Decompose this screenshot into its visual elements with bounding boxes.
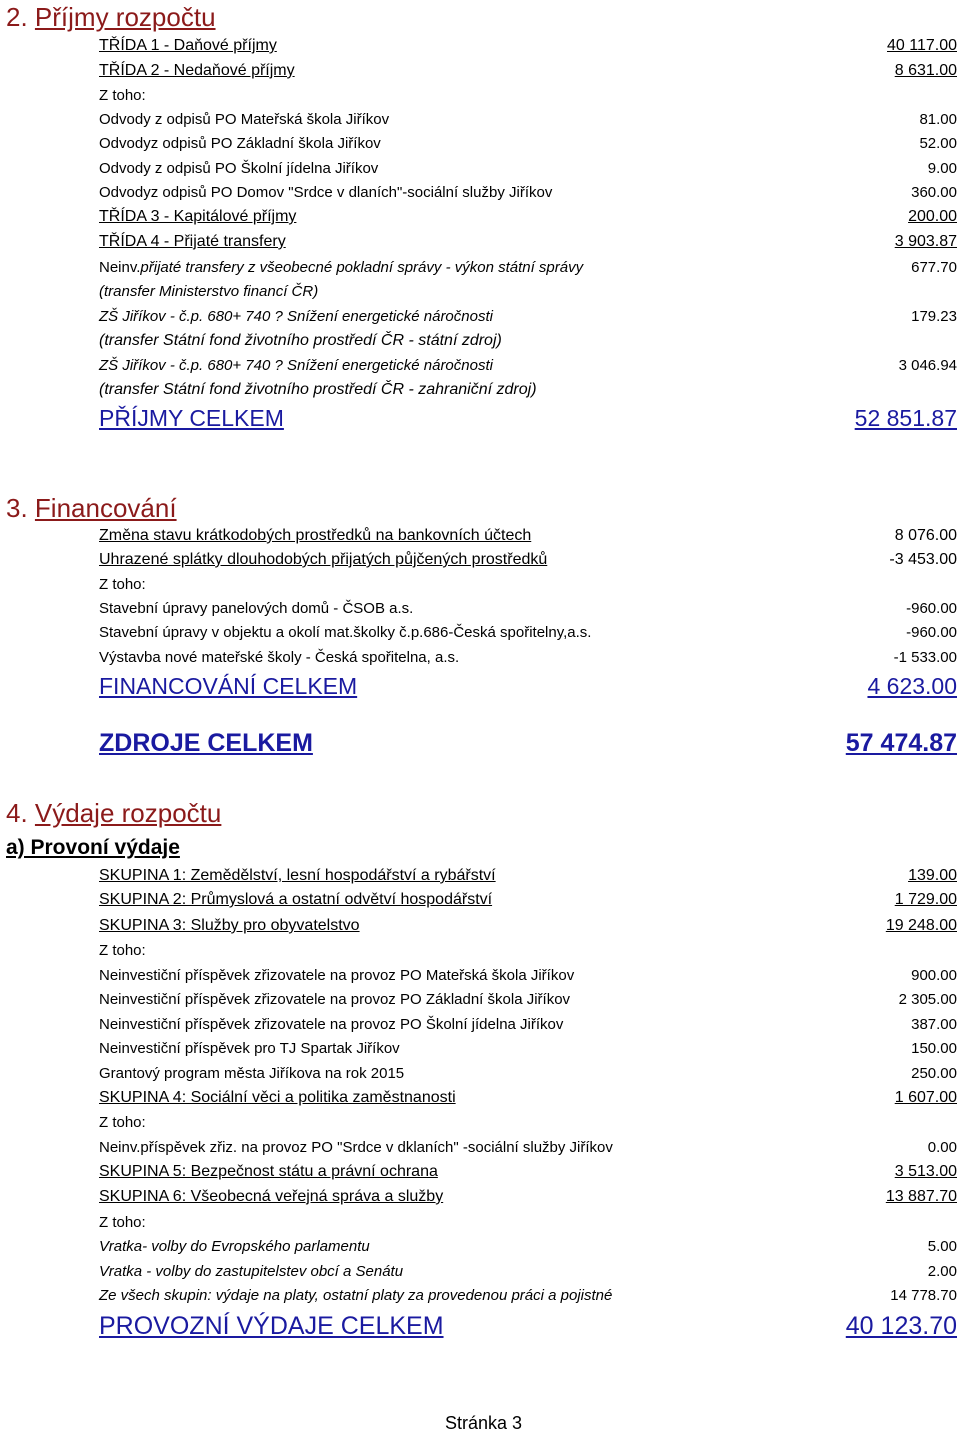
skupina5-row	[99, 1163, 957, 1185]
neinv-value: 677.70	[911, 259, 957, 276]
fin-value: -1 533.00	[893, 649, 957, 666]
prispevek-label: Neinvestiční příspěvek zřizovatele na provoz PO Školní jídelna Jiříkov	[99, 1016, 564, 1033]
ztoho-label: Z toho:	[99, 942, 146, 959]
trida3-value: 200.00	[908, 208, 957, 225]
fin-value: -960.00	[906, 600, 957, 617]
transfer-label: (transfer Státní fond životního prostředí ČR - státní zdroj)	[99, 332, 502, 349]
zs-value: 3 046.94	[898, 357, 957, 374]
transfer-row-1	[99, 283, 957, 305]
zs-row-2	[99, 357, 957, 379]
prispevek-row-4	[99, 1040, 957, 1062]
fin-row-5	[99, 649, 957, 671]
ztoho-label: Z toho:	[99, 87, 146, 104]
skupina1-row	[99, 867, 957, 889]
vratka-row-2	[99, 1263, 957, 1285]
skupina-value: 3 513.00	[894, 1163, 957, 1180]
odvod-value: 52.00	[919, 135, 957, 152]
zs-label: ZŠ Jiříkov - č.p. 680+ 740 ? Snížení energetické náročnosti	[99, 357, 493, 374]
platy-label: Ze všech skupin: výdaje na platy, ostatní platy za provedenou práci a pojistné	[99, 1287, 613, 1304]
provozni-total-row	[99, 1312, 957, 1342]
fin-label: Výstavba nové mateřské školy - Česká spořitelna, a.s.	[99, 649, 460, 666]
zdroje-total-value: 57 474.87	[845, 729, 957, 757]
transfer-label: (transfer Ministerstvo financí ČR)	[99, 283, 319, 300]
skupina-label: SKUPINA 5: Bezpečnost státu a právní ochrana	[99, 1163, 438, 1180]
prispevek-label: Neinv.příspěvek zřiz. na provoz PO "Srdce v dklaních" -sociální služby Jiříkov	[99, 1139, 613, 1156]
zdroje-total-label: ZDROJE CELKEM	[99, 729, 313, 757]
prispevek-label: Grantový program města Jiříkova na rok 2015	[99, 1065, 405, 1082]
financovani-total-row	[99, 673, 957, 703]
odvod-row-3	[99, 160, 957, 182]
vratka-label: Vratka- volby do Evropského parlamentu	[99, 1238, 370, 1255]
fin-value: -3 453.00	[889, 551, 957, 568]
fin-row-4	[99, 624, 957, 646]
platy-row	[99, 1287, 957, 1309]
prispevek-value: 250.00	[911, 1065, 957, 1082]
prispevek-row-6	[99, 1139, 957, 1161]
fin-value: -960.00	[906, 624, 957, 641]
fin-row-1	[99, 527, 957, 549]
zs-row-1	[99, 308, 957, 330]
financovani-total-label: FINANCOVÁNÍ CELKEM	[99, 673, 358, 699]
skupina-value: 19 248.00	[885, 917, 957, 934]
skupina-value: 13 887.70	[885, 1188, 957, 1205]
odvod-value: 360.00	[911, 184, 957, 201]
trida2-row	[99, 62, 957, 84]
odvod-label: Odvodyz odpisů PO Základní škola Jiříkov	[99, 135, 381, 152]
prispevek-row-1	[99, 967, 957, 989]
transfer-label: (transfer Státní fond životního prostředí ČR - zahraniční zdroj)	[99, 381, 537, 398]
trida4-label: TŘÍDA 4 - Přijaté transfery	[99, 233, 286, 250]
neinv-label: přijaté transfery z všeobecné pokladní správy - výkon státní správy	[140, 259, 584, 276]
transfer-row-2	[99, 332, 957, 354]
prijmy-total-label: PŘÍJMY CELKEM	[99, 405, 284, 431]
skupina-label: SKUPINA 2: Průmyslová a ostatní odvětví hospodářství	[99, 891, 493, 908]
section-3-title	[6, 493, 177, 524]
platy-value: 14 778.70	[890, 1287, 957, 1304]
vydaje-ztoho-row-2	[99, 1114, 957, 1136]
fin-label: Stavební úpravy v objektu a okolí mat.školky č.p.686-Česká spořitelny,a.s.	[99, 624, 592, 641]
skupina-value: 1 607.00	[894, 1089, 957, 1106]
trida1-value: 40 117.00	[887, 37, 957, 54]
section-2-title	[6, 2, 216, 33]
provozni-total-label: PROVOZNÍ VÝDAJE CELKEM	[99, 1312, 444, 1340]
prispevek-row-2	[99, 991, 957, 1013]
trida1-label: TŘÍDA 1 - Daňové příjmy	[99, 37, 277, 54]
ztoho-label: Z toho:	[99, 1114, 146, 1131]
skupina4-row	[99, 1089, 957, 1111]
section-4-title	[6, 798, 221, 829]
prispevek-label: Neinvestiční příspěvek zřizovatele na provoz PO Základní škola Jiříkov	[99, 991, 571, 1008]
ztoho-label: Z toho:	[99, 576, 146, 593]
prispevek-label: Neinvestiční příspěvek pro TJ Spartak Jiříkov	[99, 1040, 400, 1057]
vydaje-ztoho-row-3	[99, 1214, 957, 1236]
skupina-label: SKUPINA 1: Zemědělství, lesní hospodářství a rybářství	[99, 867, 496, 884]
fin-ztoho-row	[99, 576, 957, 598]
skupina-label: SKUPINA 6: Všeobecná veřejná správa a služby	[99, 1188, 444, 1205]
prispevek-value: 900.00	[911, 967, 957, 984]
fin-row-2	[99, 551, 957, 573]
prijmy-total-row	[99, 405, 957, 435]
odvod-value: 9.00	[927, 160, 957, 177]
fin-value: 8 076.00	[894, 527, 957, 544]
fin-label: Změna stavu krátkodobých prostředků na bankovních účtech	[99, 527, 532, 544]
vratka-label: Vratka - volby do zastupitelstev obcí a Senátu	[99, 1263, 404, 1280]
skupina-label: SKUPINA 4: Sociální věci a politika zaměstnanosti	[99, 1089, 456, 1106]
trida4-row	[99, 233, 957, 255]
zs-label: ZŠ Jiříkov - č.p. 680+ 740 ? Snížení energetické náročnosti	[99, 308, 493, 325]
vydaje-ztoho-row-1	[99, 942, 957, 964]
vratka-value: 5.00	[927, 1238, 957, 1255]
vratka-row-1	[99, 1238, 957, 1260]
prispevek-label: Neinvestiční příspěvek zřizovatele na provoz PO Mateřská škola Jiříkov	[99, 967, 575, 984]
trida2-label: TŘÍDA 2 - Nedaňové příjmy	[99, 62, 295, 79]
vratka-value: 2.00	[927, 1263, 957, 1280]
trida3-row	[99, 208, 957, 230]
skupina-value: 1 729.00	[894, 891, 957, 908]
section-4-number: 4.	[6, 798, 28, 828]
ztoho-row	[99, 87, 957, 109]
transfer-row-3	[99, 381, 957, 403]
skupina2-row	[99, 891, 957, 913]
zdroje-total-row	[99, 729, 957, 761]
prispevek-value: 0.00	[927, 1139, 957, 1156]
prispevek-row-3	[99, 1016, 957, 1038]
provozni-total-value: 40 123.70	[845, 1312, 957, 1340]
prispevek-value: 150.00	[911, 1040, 957, 1057]
section-2-title-text: Příjmy rozpočtu	[34, 2, 216, 32]
odvod-row-2	[99, 135, 957, 157]
fin-label: Stavební úpravy panelových domů - ČSOB a.s.	[99, 600, 414, 617]
neinv-prefix: Neinv.	[99, 259, 141, 276]
fin-label: Uhrazené splátky dlouhodobých přijatých půjčených prostředků	[99, 551, 548, 568]
prispevek-value: 2 305.00	[898, 991, 957, 1008]
trida2-value: 8 631.00	[894, 62, 957, 79]
odvod-row-4	[99, 184, 957, 206]
trida3-label: TŘÍDA 3 - Kapitálové příjmy	[99, 208, 297, 225]
neinv-row	[99, 259, 957, 281]
prijmy-total-value: 52 851.87	[854, 405, 957, 431]
prispevek-row-5	[99, 1065, 957, 1087]
financovani-total-value: 4 623.00	[867, 673, 957, 699]
trida1-row	[99, 37, 957, 59]
section-3-title-text: Financování	[34, 493, 177, 523]
skupina-label: SKUPINA 3: Služby pro obyvatelstvo	[99, 917, 360, 934]
zs-value: 179.23	[911, 308, 957, 325]
page-footer: Stránka 3	[445, 1413, 523, 1433]
fin-row-3	[99, 600, 957, 622]
odvod-label: Odvody z odpisů PO Mateřská škola Jiříkov	[99, 111, 390, 128]
prispevek-value: 387.00	[911, 1016, 957, 1033]
section-4-title-text: Výdaje rozpočtu	[34, 798, 222, 828]
odvod-value: 81.00	[919, 111, 957, 128]
skupina-value: 139.00	[908, 867, 957, 884]
skupina3-row	[99, 917, 957, 939]
ztoho-label: Z toho:	[99, 1214, 146, 1231]
subsection-a-title: a) Provoní výdaje	[6, 836, 180, 859]
trida4-value: 3 903.87	[894, 233, 957, 250]
odvod-row-1	[99, 111, 957, 133]
odvod-label: Odvody z odpisů PO Školní jídelna Jiříkov	[99, 160, 379, 177]
section-3-number: 3.	[6, 493, 28, 523]
section-2-number: 2.	[6, 2, 28, 32]
odvod-label: Odvodyz odpisů PO Domov "Srdce v dlaních"-sociální služby Jiříkov	[99, 184, 553, 201]
skupina6-row	[99, 1188, 957, 1210]
